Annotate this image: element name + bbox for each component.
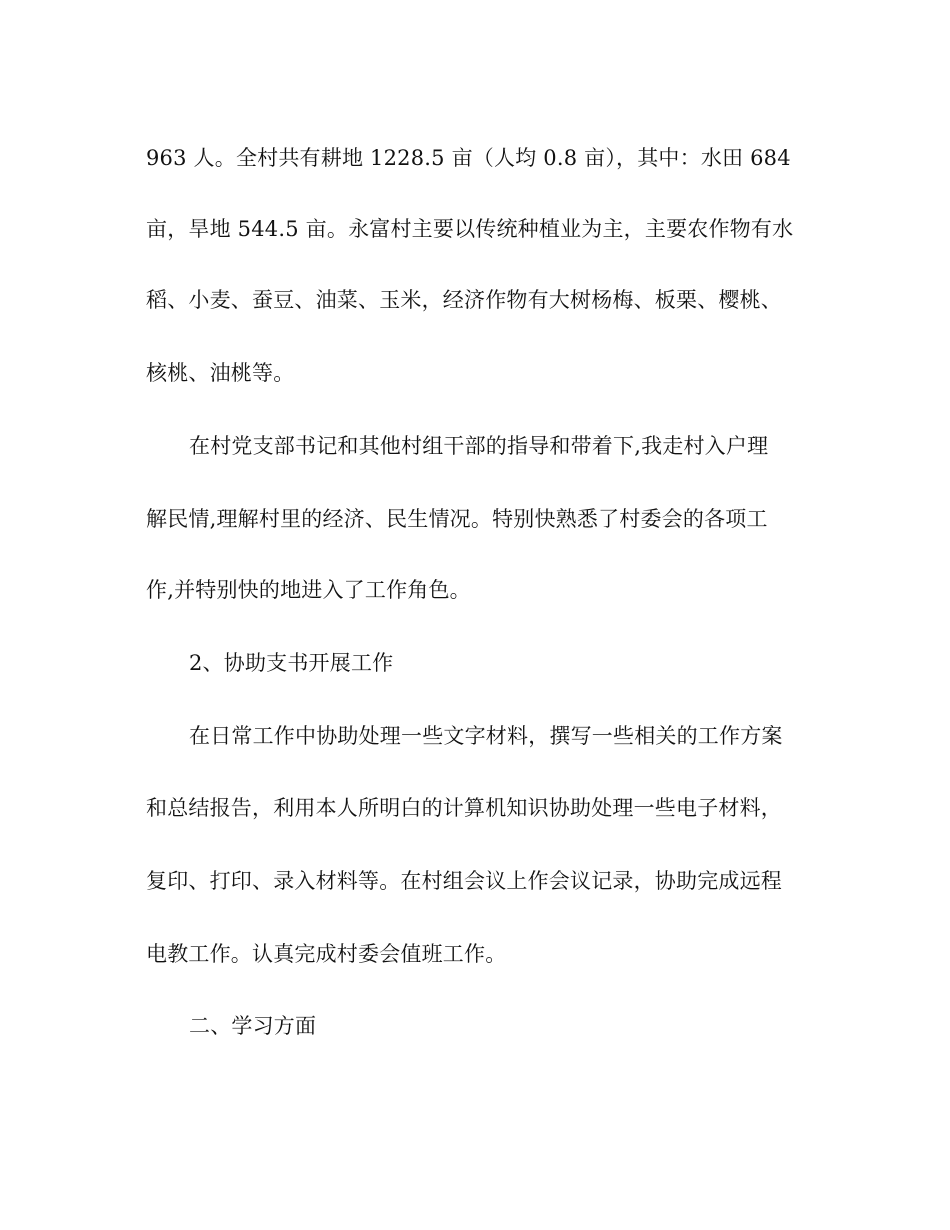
paragraph-line: 和总结报告，利用本人所明白的计算机知识协助处理一些电子材料， xyxy=(146,796,782,820)
paragraph-line: 作,并特别快的地进入了工作角色。 xyxy=(146,578,471,602)
paragraph-line: 在村党支部书记和其他村组干部的指导和带着下,我走村入户理 xyxy=(189,434,769,458)
paragraph-line: 963 人。全村共有耕地 1228.5 亩（人均 0.8 亩），其中：水田 684 xyxy=(146,146,791,170)
paragraph-line: 亩，旱地 544.5 亩。永富村主要以传统种植业为主，主要农作物有水 xyxy=(146,217,794,241)
paragraph-line: 解民情,理解村里的经济、民生情况。特别快熟悉了村委会的各项工 xyxy=(146,507,768,531)
section-heading: 二、学习方面 xyxy=(189,1014,317,1038)
paragraph-line: 稻、小麦、蚕豆、油菜、玉米，经济作物有大树杨梅、板栗、樱桃、 xyxy=(146,288,782,312)
paragraph-line: 在日常工作中协助处理一些文字材料，撰写一些相关的工作方案 xyxy=(189,724,783,748)
paragraph-line: 电教工作。认真完成村委会值班工作。 xyxy=(146,942,507,966)
paragraph-line: 复印、打印、录入材料等。在村组会议上作会议记录，协助完成远程 xyxy=(146,869,782,893)
section-heading: 2、协助支书开展工作 xyxy=(189,651,394,675)
paragraph-line: 核桃、油桃等。 xyxy=(146,361,295,385)
